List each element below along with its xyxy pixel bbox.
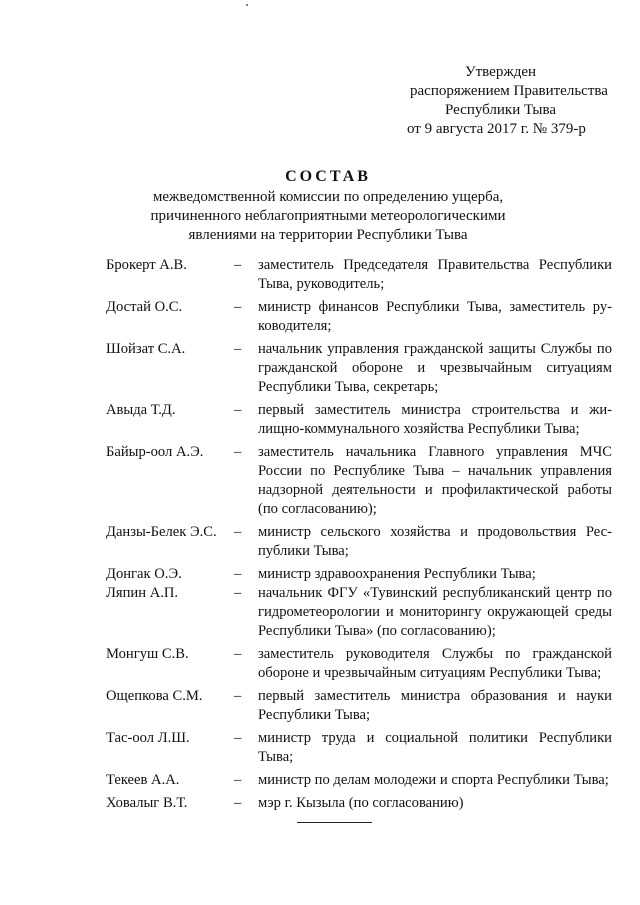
member-role: заместитель Председателя Правительства Республики Тыва, руководитель; <box>258 257 612 292</box>
member-role: начальник управления гражданской защиты Службы по гражданской обороне и чрезвычайным ситуациям Республики Тыва, секретарь; <box>258 341 612 395</box>
member-name: Достай О.С. <box>106 299 183 315</box>
member-row <box>106 645 612 683</box>
member-dash: – <box>234 524 242 540</box>
closing-rule <box>297 822 372 823</box>
member-role: заместитель руководителя Службы по гражданской обороне и чрезвычайным ситуациям Республики Тыва; <box>258 646 612 681</box>
subtitle-line-1: межведомственной комиссии по определению ущерба, <box>152 189 504 205</box>
member-row <box>106 523 612 561</box>
member-role: заместитель начальника Главного управления МЧС России по Республике Тыва – начальник управления надзорной деятельности и профилактической работы (по согласованию); <box>258 444 612 517</box>
approval-line-order: распоряжением Правительства <box>410 83 608 99</box>
member-row <box>106 298 612 336</box>
member-role: министр сельского хозяйства и продовольствия Республики Тыва; <box>258 524 612 559</box>
subtitle-line-2: причиненного неблагоприятными метеорологическими <box>150 208 506 224</box>
member-name: Байыр-оол А.Э. <box>106 444 204 460</box>
member-name: Тас-оол Л.Ш. <box>106 730 190 746</box>
member-name: Ляпин А.П. <box>106 585 179 601</box>
member-role: первый заместитель министра образования и науки Республики Тыва; <box>258 688 612 723</box>
member-row <box>106 729 612 767</box>
member-dash: – <box>234 730 242 746</box>
member-dash: – <box>234 646 242 662</box>
member-row <box>106 687 612 725</box>
member-name: Шойзат С.А. <box>106 341 186 357</box>
member-role: первый заместитель министра строительства и жилищно-коммунального хозяйства Республики Тыва; <box>258 402 612 437</box>
member-role: министр финансов Республики Тыва, заместитель руководителя; <box>258 299 612 334</box>
member-row <box>106 771 612 790</box>
document-title: СОСТАВ <box>285 168 371 185</box>
member-row <box>106 794 612 813</box>
approval-line-date-number: от 9 августа 2017 г. № 379-р <box>407 121 586 137</box>
member-role: мэр г. Кызыла (по согласованию) <box>258 795 464 811</box>
member-name: Текеев А.А. <box>106 772 180 788</box>
member-role: начальник ФГУ «Тувинский республиканский центр по гидрометеорологии и мониторингу окружающей среды Республики Тыва» (по согласованию); <box>258 585 612 639</box>
member-row <box>106 443 612 519</box>
member-name: Брокерт А.В. <box>106 257 187 273</box>
member-role: министр здравоохранения Республики Тыва; <box>258 566 536 582</box>
member-row <box>106 584 612 641</box>
member-name: Ховалыг В.Т. <box>106 795 188 811</box>
member-row <box>106 565 612 584</box>
member-dash: – <box>234 585 242 601</box>
subtitle-line-3: явлениями на территории Республики Тыва <box>188 227 468 243</box>
member-row <box>106 256 612 294</box>
approval-line-approved: Утвержден <box>465 64 537 80</box>
member-role: министр по делам молодежи и спорта Республики Тыва; <box>258 772 609 788</box>
member-name: Авыда Т.Д. <box>106 402 176 418</box>
member-dash: – <box>234 402 242 418</box>
member-dash: – <box>234 257 242 273</box>
approval-line-republic: Республики Тыва <box>445 102 557 118</box>
member-dash: – <box>234 566 242 582</box>
member-row <box>106 340 612 397</box>
member-row <box>106 401 612 439</box>
member-dash: – <box>234 772 242 788</box>
member-dash: – <box>234 444 242 460</box>
member-role: министр труда и социальной политики Республики Тыва; <box>258 730 612 765</box>
approval-block <box>395 63 635 139</box>
member-dash: – <box>234 299 242 315</box>
commission-roster <box>106 256 612 817</box>
member-name: Данзы-Белек Э.С. <box>106 524 217 540</box>
member-name: Монгуш С.В. <box>106 646 189 662</box>
member-dash: – <box>234 688 242 704</box>
document-subtitle <box>0 188 640 245</box>
member-name: Донгак О.Э. <box>106 566 182 582</box>
member-dash: – <box>234 341 242 357</box>
member-dash: – <box>234 795 242 811</box>
member-name: Ощепкова С.М. <box>106 688 203 704</box>
scan-dot <box>246 4 248 6</box>
